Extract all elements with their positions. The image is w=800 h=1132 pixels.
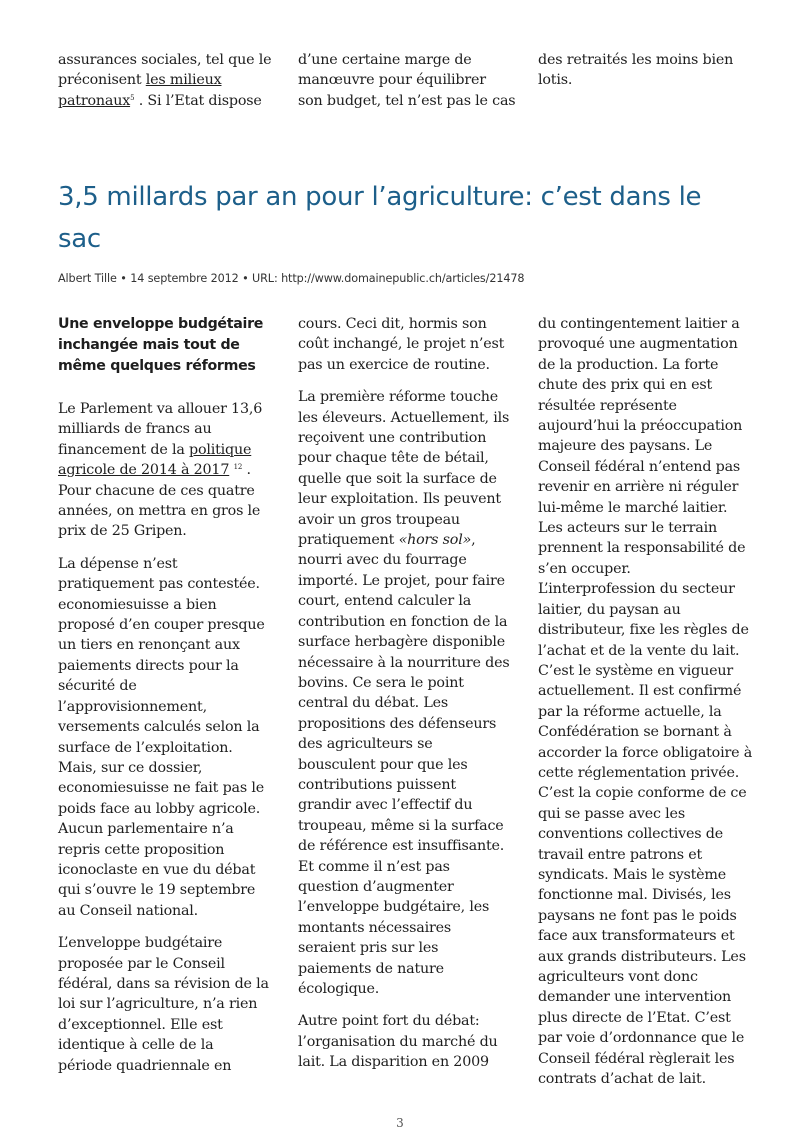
page-number: 3 bbox=[396, 1116, 404, 1130]
text-line: economiesuisse ne fait pas le bbox=[58, 780, 264, 797]
text-line: La première réforme touche bbox=[298, 389, 499, 406]
text-line: L’enveloppe budgétaire bbox=[58, 935, 223, 952]
text-line: Pour chacune de ces quatre bbox=[58, 482, 255, 499]
text-line: années, on mettra en gros le bbox=[58, 503, 261, 520]
text-line: travail entre patrons et bbox=[538, 846, 703, 863]
text-line: qui se passe avec les bbox=[538, 805, 685, 822]
text-line: fonctionne mal. Divisés, les bbox=[538, 887, 731, 904]
text-line: laitier, du paysan au bbox=[538, 601, 681, 618]
text-line: paiements de nature bbox=[298, 960, 444, 977]
text-line: Autre point fort du débat: bbox=[298, 1013, 480, 1030]
text-line: prennent la responsabilité de bbox=[538, 540, 746, 557]
text-fragment: pratiquement bbox=[298, 532, 399, 549]
text-line: lait. La disparition en 2009 bbox=[298, 1054, 489, 1071]
text-line: avoir un gros troupeau bbox=[298, 511, 460, 528]
text-line: proposé d’en couper presque bbox=[58, 617, 265, 634]
text-line: paiements directs pour la bbox=[58, 657, 239, 674]
text-line: au Conseil national. bbox=[58, 902, 199, 919]
text-line: manœuvre pour équilibrer bbox=[298, 72, 486, 89]
text-line: surface herbagère disponible bbox=[298, 634, 506, 651]
text-line: de référence est insuffisante. bbox=[298, 838, 505, 855]
text-line: pas un exercice de routine. bbox=[298, 356, 490, 373]
paragraph bbox=[298, 387, 516, 999]
text-line: agriculteurs vont donc bbox=[538, 969, 698, 985]
footnote-ref[interactable]: 12 bbox=[233, 463, 243, 472]
text-line: Mais, sur ce dossier, bbox=[58, 759, 203, 776]
text-line: demander une intervention bbox=[538, 989, 732, 1006]
paragraph bbox=[58, 933, 276, 1076]
link-politique-agricole[interactable]: politique bbox=[189, 441, 252, 458]
text-line: troupeau, même si la surface bbox=[298, 817, 504, 834]
text-line: Conseil fédéral n’entend pas bbox=[538, 458, 741, 475]
text-fragment: , bbox=[471, 532, 476, 549]
text-line: nécessaire à la nourriture des bbox=[298, 654, 510, 671]
text-line: aujourd’hui la préoccupation bbox=[538, 418, 743, 435]
text-line: central du débat. Les bbox=[298, 695, 449, 712]
text-line: l’achat et de la vente du lait. bbox=[538, 642, 740, 659]
article-byline: Albert Tille • 14 septembre 2012 • URL: http://www.domainepublic.ch/articles/21478 bbox=[58, 272, 525, 285]
text-line: face aux transformateurs et bbox=[538, 928, 735, 945]
continuation-column-1 bbox=[58, 50, 276, 111]
text-line: contributions puissent bbox=[298, 776, 456, 793]
text-fragment: . Si l’Etat dispose bbox=[134, 92, 262, 109]
text-line: nourri avec du fourrage bbox=[298, 552, 467, 569]
text-fragment: . bbox=[242, 462, 251, 479]
text-line: fédéral, dans sa révision de la bbox=[58, 975, 269, 992]
text-line: d’une certaine marge de bbox=[298, 52, 472, 68]
text-line: Aucun parlementaire n’a bbox=[58, 821, 234, 838]
text-line: C’est le système en vigueur bbox=[538, 662, 733, 679]
text-line bbox=[58, 91, 276, 111]
text-line: d’exceptionnel. Elle est bbox=[58, 1016, 223, 1033]
text-line: écologique. bbox=[298, 981, 380, 997]
text-line: importé. Le projet, pour faire bbox=[298, 572, 505, 589]
text-line: chute des prix qui en est bbox=[538, 377, 713, 394]
text-line: cours. Ceci dit, hormis son bbox=[298, 316, 487, 332]
text-line: court, entend calculer la bbox=[298, 593, 472, 610]
title-line: sac bbox=[58, 224, 101, 254]
text-fragment: financement de la bbox=[58, 441, 189, 458]
text-line: Et comme il n’est pas bbox=[298, 858, 450, 875]
text-line: loi sur l’agriculture, n’a rien bbox=[58, 996, 258, 1013]
text-line: du contingentement laitier a bbox=[538, 316, 740, 332]
text-line: prix de 25 Gripen. bbox=[58, 523, 187, 540]
text-line: versements calculés selon la bbox=[58, 719, 260, 736]
paragraph bbox=[58, 554, 276, 921]
text-line: l’organisation du marché du bbox=[298, 1033, 498, 1050]
paragraph bbox=[298, 1011, 516, 1072]
text-line: aux grands distributeurs. Les bbox=[538, 948, 746, 965]
subhead-line: même quelques réformes bbox=[58, 358, 256, 374]
text-line: résultée représente bbox=[538, 397, 677, 414]
paragraph bbox=[298, 314, 516, 375]
text-line bbox=[58, 440, 276, 460]
text-line: des agriculteurs se bbox=[298, 736, 433, 753]
article-title bbox=[58, 176, 748, 260]
text-line: leur exploitation. Ils peuvent bbox=[298, 491, 501, 508]
text-line: bousculent pour que les bbox=[298, 756, 468, 773]
link-politique-agricole-cont[interactable]: agricole de 2014 à 2017 bbox=[58, 462, 230, 479]
article-column-1 bbox=[58, 314, 276, 1088]
text-line: quelle que soit la surface de bbox=[298, 470, 497, 487]
text-line: poids face au lobby agricole. bbox=[58, 800, 261, 817]
text-line: pratiquement pas contestée. bbox=[58, 576, 260, 593]
title-line: 3,5 millards par an pour l’agriculture: c’est dans le bbox=[58, 182, 702, 212]
text-line: Les acteurs sur le terrain bbox=[538, 520, 717, 537]
text-line: propositions des défenseurs bbox=[298, 715, 497, 732]
text-line: C’est la copie conforme de ce bbox=[538, 785, 747, 802]
text-line: son budget, tel n’est pas le cas bbox=[298, 92, 516, 109]
text-line: L’interprofession du secteur bbox=[538, 581, 735, 598]
text-line: distributeur, fixe les règles de bbox=[538, 622, 749, 639]
text-line: lui-même le marché laitier. bbox=[538, 499, 728, 516]
footnote-ref[interactable]: 5 bbox=[130, 93, 135, 102]
text-line: proposée par le Conseil bbox=[58, 955, 225, 972]
subhead-line: Une enveloppe budgétaire bbox=[58, 316, 264, 332]
text-line: par la réforme actuelle, la bbox=[538, 703, 722, 720]
continuation-column-2 bbox=[298, 50, 516, 111]
text-line: l’approvisionnement, bbox=[58, 698, 207, 715]
text-line: assurances sociales, tel que le bbox=[58, 52, 272, 68]
continuation-column-3 bbox=[538, 50, 756, 91]
text-line: bovins. Ce sera le point bbox=[298, 674, 464, 691]
text-line: economiesuisse a bien bbox=[58, 596, 217, 613]
text-line: reçoivent une contribution bbox=[298, 430, 487, 447]
text-line: grandir avec l’effectif du bbox=[298, 797, 473, 814]
text-line: Le Parlement va allouer 13,6 bbox=[58, 401, 263, 417]
text-line: par voie d’ordonnance que le bbox=[538, 1030, 745, 1047]
article-column-3 bbox=[538, 314, 756, 1101]
text-line: de la production. La forte bbox=[538, 356, 719, 373]
text-line: des retraités les moins bien bbox=[538, 52, 734, 68]
text-line: La dépense n’est bbox=[58, 555, 178, 572]
text-line: l’enveloppe budgétaire, les bbox=[298, 899, 490, 916]
text-line: actuellement. Il est confirmé bbox=[538, 683, 742, 700]
text-line: Confédération se bornant à bbox=[538, 724, 732, 741]
text-line: paysans ne font pas le poids bbox=[538, 907, 737, 924]
text-line: les éleveurs. Actuellement, ils bbox=[298, 409, 510, 426]
text-line: montants nécessaires bbox=[298, 919, 452, 936]
text-line: question d’augmenter bbox=[298, 878, 454, 895]
text-line: contrats d’achat de lait. bbox=[538, 1071, 706, 1088]
text-line: majeure des paysans. Le bbox=[538, 438, 713, 455]
text-line: conventions collectives de bbox=[538, 826, 723, 843]
text-line: sécurité de bbox=[58, 678, 137, 695]
text-fragment: préconisent bbox=[58, 72, 146, 89]
text-line: provoqué une augmentation bbox=[538, 336, 738, 353]
paragraph bbox=[538, 314, 756, 1089]
text-line: surface de l’exploitation. bbox=[58, 739, 233, 756]
text-line: repris cette proposition bbox=[58, 841, 225, 858]
text-line: plus directe de l’Etat. C’est bbox=[538, 1009, 731, 1026]
text-line: un tiers en renonçant aux bbox=[58, 637, 240, 654]
text-line: seraient pris sur les bbox=[298, 940, 439, 957]
text-line: cette réglementation privée. bbox=[538, 764, 740, 781]
text-line: s’en occuper. bbox=[538, 560, 631, 577]
text-line bbox=[58, 70, 276, 90]
text-line: accorder la force obligatoire à bbox=[538, 744, 753, 761]
text-line: Conseil fédéral règlerait les bbox=[538, 1050, 735, 1067]
text-line: identique à celle de la bbox=[58, 1037, 214, 1054]
text-line: qui s’ouvre le 19 septembre bbox=[58, 882, 256, 899]
text-line: lotis. bbox=[538, 72, 573, 89]
article-column-2 bbox=[298, 314, 516, 1085]
text-line bbox=[58, 460, 276, 480]
text-line: pour chaque tête de bétail, bbox=[298, 450, 489, 467]
text-line bbox=[298, 530, 516, 550]
article-subhead bbox=[58, 314, 276, 377]
paragraph bbox=[58, 399, 276, 542]
text-line: syndicats. Mais le système bbox=[538, 866, 727, 883]
text-line: revenir en arrière ni réguler bbox=[538, 479, 739, 496]
text-line: iconoclaste en vue du débat bbox=[58, 861, 256, 878]
text-line: coût inchangé, le projet n’est bbox=[298, 336, 505, 353]
text-line: période quadriennale en bbox=[58, 1057, 232, 1074]
text-line: milliards de francs au bbox=[58, 421, 212, 438]
subhead-line: inchangée mais tout de bbox=[58, 337, 240, 353]
link-milieux-patronaux-cont[interactable]: patronaux bbox=[58, 92, 131, 109]
text-line: contribution en fonction de la bbox=[298, 613, 508, 630]
emphasis-hors-sol: «hors sol» bbox=[398, 532, 472, 549]
link-milieux-patronaux[interactable]: les milieux bbox=[145, 72, 222, 89]
